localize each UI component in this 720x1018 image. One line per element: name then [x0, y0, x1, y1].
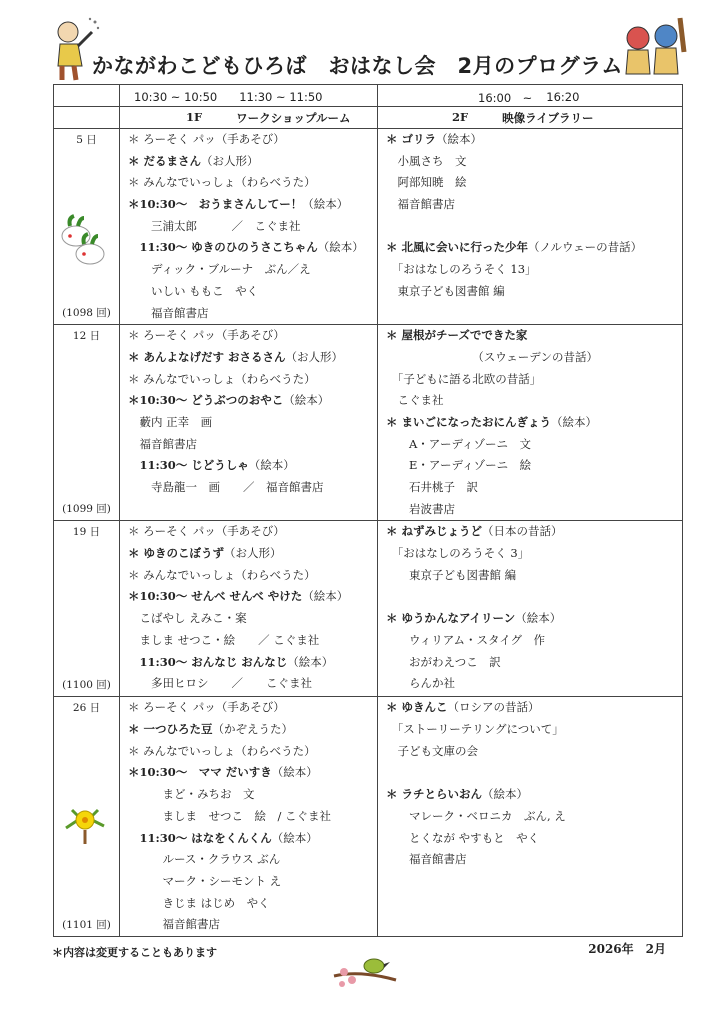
line-text: まど・みちお 文: [128, 787, 255, 802]
room-header-row: [54, 107, 683, 129]
program-2f-line: [386, 303, 682, 325]
program-1f-line: [128, 652, 377, 674]
program-1f-line: [128, 849, 377, 871]
line-text: ＊10:30～ せんべ せんべ やけた: [128, 589, 303, 604]
program-1f-line: [128, 390, 377, 412]
program-1f-line: [128, 303, 377, 325]
program-1f-line: [128, 762, 377, 784]
line-note: （絵本）: [436, 132, 483, 146]
time-header-row: [54, 85, 683, 107]
line-text: きじま はじめ やく: [128, 895, 270, 910]
line-note: （絵本）: [302, 589, 349, 604]
line-text: ＊ ゴリラ: [386, 132, 437, 146]
program-2f-line: [386, 565, 682, 587]
session-count: (1099 回): [62, 503, 111, 516]
program-1f-line: [128, 521, 377, 543]
line-note: （絵本）: [317, 240, 364, 255]
session-count: (1101 回): [62, 919, 111, 932]
program-1f-line: [128, 194, 377, 216]
line-text: 福音館書店: [128, 917, 220, 932]
line-note: （お人形）: [224, 546, 282, 561]
line-text: とくなが やすもと やく: [386, 830, 540, 845]
line-text: 11:30～ ゆきのひのうさこちゃん: [128, 240, 318, 255]
program-1f-line: [128, 434, 377, 456]
program-1f-line: [128, 608, 377, 630]
line-note: （絵本）: [271, 830, 318, 845]
line-text: ＊ みんなでいっしょ（わらべうた）: [128, 743, 316, 758]
program-2f-line: [386, 412, 682, 434]
program-1f-line: [128, 347, 377, 369]
line-text: こばやし えみこ・案: [128, 611, 247, 626]
line-text: ＊ ねずみじょうど: [386, 524, 483, 539]
program-2f-line: [386, 630, 682, 652]
line-text: おがわえつこ 訳: [386, 654, 501, 669]
program-1f-line: [128, 281, 377, 303]
line-text: いしい ももこ やく: [128, 283, 259, 298]
line-text: ＊ ゆきのこぼうず: [128, 546, 225, 561]
program-2f-line: [386, 194, 682, 216]
week-row: [54, 697, 683, 937]
line-text: 福音館書店: [128, 436, 197, 451]
line-text: ＊ 屋根がチーズでできた家: [386, 328, 528, 343]
line-text: こぐま社: [386, 393, 444, 408]
line-text: ましま せつこ 絵 / こぐま社: [128, 808, 332, 823]
line-text: ＊ ろーそく パッ（手あそび）: [128, 524, 285, 539]
line-text: ＊ まいごになったおにんぎょう: [386, 414, 552, 429]
line-text: ＊ みんなでいっしょ（わらべうた）: [128, 371, 316, 386]
line-note: （お人形）: [201, 153, 259, 168]
program-2f-line: [386, 499, 682, 521]
line-text: マレーク・ベロニカ ぶん, え: [386, 808, 566, 823]
program-1f-line: [128, 893, 377, 915]
program-2f-line: [386, 586, 682, 608]
line-text: 寺島龍一 画 ／ 福音館書店: [128, 480, 324, 494]
line-text: ＊ ゆきんこ: [386, 700, 448, 715]
line-text: 「おはなしのろうそく 3」: [386, 546, 530, 561]
line-text: 11:30～ じどうしゃ: [128, 458, 249, 473]
line-note: （絵本）: [551, 414, 598, 429]
line-text: ＊ あんよなげだす おさるさん: [128, 349, 286, 364]
line-text: E・アーディゾーニ 絵: [386, 458, 532, 473]
line-text: ＊10:30～ どうぶつのおやこ: [128, 393, 284, 408]
program-2f-line: [386, 652, 682, 674]
page-title: かながわこどもひろば おはなし会 2月のプログラム: [92, 54, 623, 78]
program-1f-line: [128, 806, 377, 828]
flower-icon: [62, 798, 108, 848]
line-note: （ロシアの昔話）: [447, 700, 540, 715]
line-text: 「おはなしのろうそく 13」: [386, 262, 537, 277]
line-text: 三浦太郎 ／ こぐま社: [128, 218, 301, 233]
program-1f-line: [128, 172, 377, 194]
program-2f-line: [386, 237, 682, 259]
line-text: 福音館書店: [386, 852, 467, 867]
day-label: 5 日: [76, 134, 97, 146]
line-text: ＊10:30～ ママ だいすき: [128, 765, 272, 780]
floor-1f: 1F: [186, 110, 203, 124]
snow-rabbit-icon: [58, 214, 108, 270]
line-text: 福音館書店: [386, 197, 455, 212]
program-2f-line: [386, 477, 682, 499]
program-2f-line: [386, 828, 682, 850]
time-1f-a: 10:30 ~ 10:50: [134, 90, 218, 104]
program-2f-line: [386, 172, 682, 194]
line-note: （ノルウェーの昔話）: [528, 240, 643, 255]
program-2f-line: [386, 347, 682, 369]
program-1f-line: [128, 697, 377, 719]
line-text: ウィリアム・スタイグ 作: [386, 632, 546, 647]
day-label: 26 日: [72, 702, 101, 715]
line-text: （スウェーデンの昔話）: [386, 349, 599, 364]
line-text: ルース・クラウス ぶん: [128, 852, 281, 867]
line-note: （絵本）: [302, 197, 349, 212]
room-2f: 映像ライブラリー: [502, 111, 594, 125]
line-text: ＊ 北風に会いに行った少年: [386, 240, 529, 255]
line-text: ディック・ブルーナ ぶん／え: [128, 262, 311, 277]
line-note: （絵本）: [283, 393, 330, 408]
line-text: ＊ ろーそく パッ（手あそび）: [128, 328, 285, 343]
program-1f-line: [128, 543, 377, 565]
program-1f-line: [128, 477, 377, 499]
program-2f-line: [386, 259, 682, 281]
program-2f-line: [386, 521, 682, 543]
time-1f-b: 11:30 ~ 11:50: [239, 90, 323, 104]
program-2f-line: [386, 455, 682, 477]
line-text: らんか社: [386, 676, 455, 691]
footer-note: ＊内容は変更することもあります: [52, 946, 217, 959]
program-1f-line: [128, 151, 377, 173]
program-1f-line: [128, 455, 377, 477]
line-text: 小風さち 文: [386, 153, 467, 168]
program-2f-line: [386, 390, 682, 412]
program-2f-line: [386, 673, 682, 695]
program-1f-line: [128, 914, 377, 936]
program-2f-line: [386, 697, 682, 719]
program-1f-line: [128, 325, 377, 347]
program-1f-line: [128, 741, 377, 763]
program-2f-line: [386, 762, 682, 784]
program-2f-line: [386, 806, 682, 828]
line-note: （日本の昔話）: [482, 524, 563, 539]
program-1f-line: [128, 129, 377, 151]
line-text: ＊ ゆうかんなアイリーン: [386, 611, 516, 626]
line-note: （お人形）: [285, 349, 344, 364]
program-1f-line: [128, 673, 377, 695]
line-text: 東京子ども図書館 編: [386, 567, 517, 582]
program-2f-line: [386, 719, 682, 741]
line-text: ＊ みんなでいっしょ（わらべうた）: [128, 175, 316, 190]
session-count: (1100 回): [62, 679, 111, 692]
week-row: [54, 325, 683, 521]
line-text: ＊10:30～ おうまさんしてー！: [128, 197, 303, 212]
program-2f-line: [386, 608, 682, 630]
program-1f-line: [128, 237, 377, 259]
program-1f-line: [128, 499, 377, 521]
line-text: ＊ みんなでいっしょ（わらべうた）: [128, 567, 316, 582]
week-row: [54, 521, 683, 697]
line-text: 子ども文庫の会: [386, 743, 478, 758]
line-text: ＊ ラチとらいおん: [386, 787, 483, 802]
line-text: 福音館書店: [128, 305, 209, 320]
program-2f-line: [386, 151, 682, 173]
line-text: 11:30～ おんなじ おんなじ: [128, 654, 288, 669]
line-text: ＊ だるまさん: [128, 153, 202, 168]
line-note: （かぞえうた）: [212, 722, 294, 737]
line-text: A・アーディゾーニ 文: [386, 436, 532, 451]
day-label: 12 日: [72, 330, 101, 343]
program-1f-line: [128, 630, 377, 652]
line-text: 東京子ども図書館 編: [386, 283, 505, 298]
line-text: 「子どもに語る北欧の昔話」: [386, 371, 542, 386]
week-row: [54, 129, 683, 325]
line-note: （絵本）: [271, 765, 318, 780]
program-2f-line: [386, 434, 682, 456]
session-count: (1098 回): [62, 307, 111, 320]
program-1f-line: [128, 586, 377, 608]
program-2f-line: [386, 369, 682, 391]
program-2f-line: [386, 784, 682, 806]
line-text: 藪内 正幸 画: [128, 414, 213, 429]
time-2f-b: 16:20: [546, 90, 580, 104]
program-1f-line: [128, 216, 377, 238]
floor-2f: 2F: [452, 110, 469, 124]
line-text: ＊ ろーそく パッ（手あそび）: [128, 700, 285, 715]
line-text: 多田ヒロシ ／ こぐま社: [128, 676, 312, 691]
bird-on-branch-icon: [330, 950, 400, 992]
program-1f-line: [128, 871, 377, 893]
room-1f: ワークショップルーム: [236, 111, 351, 125]
line-text: 11:30～ はなをくんくん: [128, 830, 272, 845]
line-note: （絵本）: [482, 787, 529, 802]
line-text: ＊ ろーそく パッ（手あそび）: [128, 132, 285, 146]
day-label: 19 日: [72, 526, 101, 539]
footer-date: 2026年 2月: [588, 942, 666, 956]
line-text: ましま せつこ・絵 ／ こぐま社: [128, 632, 320, 647]
program-2f-line: [386, 543, 682, 565]
program-1f-line: [128, 719, 377, 741]
program-1f-line: [128, 828, 377, 850]
line-text: 阿部知暁 絵: [386, 175, 467, 190]
line-note: （絵本）: [287, 654, 334, 669]
oni-demons-icon: [618, 12, 690, 80]
program-1f-line: [128, 784, 377, 806]
program-2f-line: [386, 741, 682, 763]
program-1f-line: [128, 412, 377, 434]
line-text: 石井桃子 訳: [386, 480, 478, 494]
program-2f-line: [386, 849, 682, 871]
program-table: [53, 84, 683, 937]
program-1f-line: [128, 259, 377, 281]
line-note: （絵本）: [515, 611, 562, 626]
line-text: マーク・シーモント え: [128, 873, 282, 888]
line-text: 「ストーリーテリングについて」: [386, 722, 564, 737]
program-2f-line: [386, 129, 682, 151]
time-2f-a: 16:00 ~: [478, 91, 533, 105]
line-text: 岩波書店: [386, 501, 455, 516]
line-text: ＊ 一つひろた豆: [128, 722, 213, 737]
line-note: （絵本）: [248, 458, 295, 473]
program-1f-line: [128, 369, 377, 391]
program-2f-line: [386, 216, 682, 238]
program-2f-line: [386, 281, 682, 303]
program-2f-line: [386, 325, 682, 347]
program-1f-line: [128, 565, 377, 587]
